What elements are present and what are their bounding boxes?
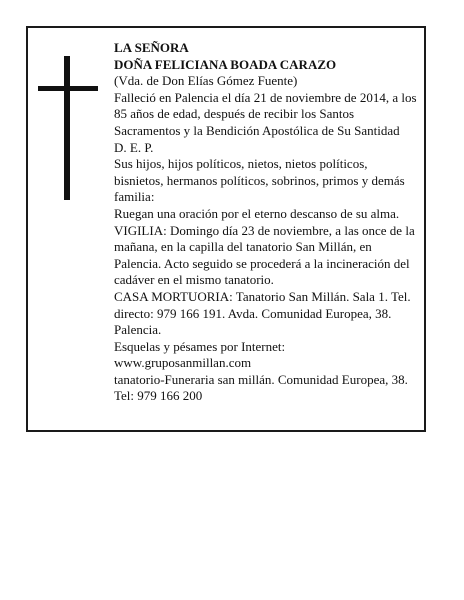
funeral-home-info: CASA MORTUORIA: Tanatorio San Millán. Sala 1. Tel. directo: 979 166 191. Avda. Comunidad Europea, 38. Palencia. [114,288,411,338]
deceased-name: DOÑA FELICIANA BOADA CARAZO [114,56,337,72]
obituary-title: LA SEÑORA [114,40,189,55]
cross-icon [38,56,98,200]
internet-label: Esquelas y pésames por Internet: [114,338,286,354]
website: www.gruposanmillan.com [114,355,252,371]
prayer-request: Ruegan una oración por el eterno descanso de su alma. [114,205,400,221]
obituary-notice [26,26,426,432]
widow-of: (Vda. de Don Elías Gómez Fuente) [114,73,298,89]
family-list: Sus hijos, hijos políticos, nietos, nietos políticos, bisnietos, hermanos políticos, sobrinos, primos y demás familia: [114,156,405,205]
obituary-text [114,40,420,405]
funeral-contact: tanatorio-Funeraria san millán. Comunidad Europea, 38. Tel: 979 166 200 [114,371,408,404]
vigil-info: VIGILIA: Domingo día 23 de noviembre, a las once de la mañana, en la capilla del tanatorio San Millán, en Palencia. Acto seguido se procederá a la incineración del cadáver en el mismo tanatorio. [114,222,415,288]
death-notice: Falleció en Palencia el día 21 de noviembre de 2014, a los 85 años de edad, después de recibir los Santos Sacramentos y la Bendición Apostólica de Su Santidad [114,89,417,138]
cross-vertical-bar [64,56,70,200]
cross-horizontal-bar [38,86,98,91]
rip: D. E. P. [114,139,154,155]
